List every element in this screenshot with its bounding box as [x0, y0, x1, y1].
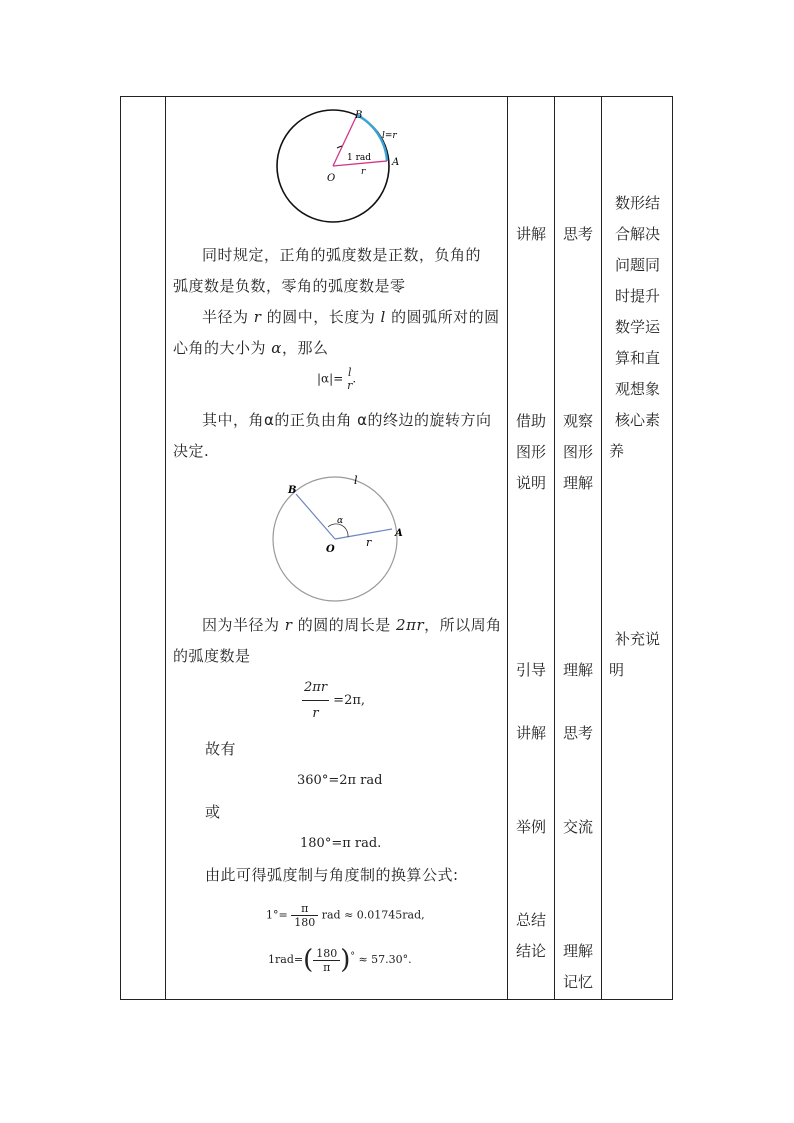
radius-OB	[296, 494, 335, 539]
student-activity: 思考	[562, 724, 593, 742]
formula-alpha: |α|= l r .	[317, 366, 357, 392]
design-intent: 补充说	[614, 630, 660, 648]
formula-180: 180°=π rad.	[300, 836, 382, 851]
student-activity: 交流	[562, 818, 593, 836]
design-intent: 养	[609, 442, 625, 460]
text-line: 因为半径为 r 的圆的周长是 2πr，所以周角	[202, 616, 502, 634]
teacher-activity: 图形	[515, 443, 546, 461]
design-intent: 时提升	[614, 287, 660, 305]
text-line: 由此可得弧度制与角度制的换算公式:	[205, 866, 459, 884]
design-intent: 数学运	[614, 318, 660, 336]
text-line: 其中，角α的正负由角 α的终边的旋转方向	[202, 411, 492, 429]
radian-circle-figure	[270, 104, 410, 232]
formula-full-angle: $\frac{2\pi r}{r}$ =2π,	[304, 680, 366, 721]
student-activity: 理解	[562, 942, 593, 960]
text-line: 故有	[205, 740, 237, 758]
teacher-activity: 举例	[515, 818, 546, 836]
design-intent: 观想象	[614, 380, 660, 398]
table-divider	[165, 96, 166, 1000]
text-line: 决定.	[173, 442, 210, 460]
formula-degree-to-rad: 1°= $\frac{\pi}{180}$ rad ≈ 0.01745rad,	[266, 902, 425, 929]
label-A: A	[392, 157, 400, 168]
teacher-activity: 借助	[515, 412, 546, 430]
label-B: B	[355, 110, 363, 121]
teacher-activity: 讲解	[515, 225, 546, 243]
label-O: O	[327, 173, 336, 184]
design-intent: 明	[609, 661, 625, 679]
design-intent: 核心素	[614, 411, 660, 429]
label-l: l	[354, 474, 358, 487]
teacher-activity: 总结	[515, 911, 546, 929]
radius-OA	[335, 529, 392, 539]
text-line: 的弧度数是	[173, 647, 251, 665]
formula-rad-to-degree: 1rad=( $\frac{180}{\pi}$ )° ≈ 57.30°.	[268, 945, 412, 975]
teacher-activity: 讲解	[515, 724, 546, 742]
label-O: O	[326, 544, 335, 555]
arc-length-circle-figure	[268, 470, 418, 604]
student-activity: 图形	[562, 443, 593, 461]
label-alpha: α	[337, 516, 344, 526]
label-B: B	[288, 485, 297, 496]
text-line: 弧度数是负数，零角的弧度数是零	[173, 277, 406, 295]
design-intent: 问题同	[614, 256, 660, 274]
formula-360: 360°=2π rad	[297, 773, 383, 788]
label-r: r	[366, 536, 372, 549]
design-intent: 合解决	[614, 225, 660, 243]
student-activity: 记忆	[562, 973, 593, 991]
text-line: 或	[205, 803, 221, 821]
text-line: 心角的大小为 α，那么	[173, 339, 329, 357]
text-line: 半径为 r 的圆中，长度为 l 的圆弧所对的圆	[202, 308, 500, 326]
teacher-activity: 引导	[515, 661, 546, 679]
teacher-activity: 说明	[515, 474, 546, 492]
teacher-activity: 结论	[515, 942, 546, 960]
design-intent: 数形结	[614, 194, 660, 212]
student-activity: 理解	[562, 474, 593, 492]
label-r: r	[361, 167, 366, 177]
label-A: A	[395, 528, 403, 539]
student-activity: 思考	[562, 225, 593, 243]
label-angle: 1 rad	[347, 153, 372, 163]
design-intent: 算和直	[614, 349, 660, 367]
text-line: 同时规定，正角的弧度数是正数，负角的	[202, 246, 482, 264]
student-activity: 观察	[562, 412, 593, 430]
student-activity: 理解	[562, 661, 593, 679]
label-arc: l=r	[382, 131, 397, 141]
